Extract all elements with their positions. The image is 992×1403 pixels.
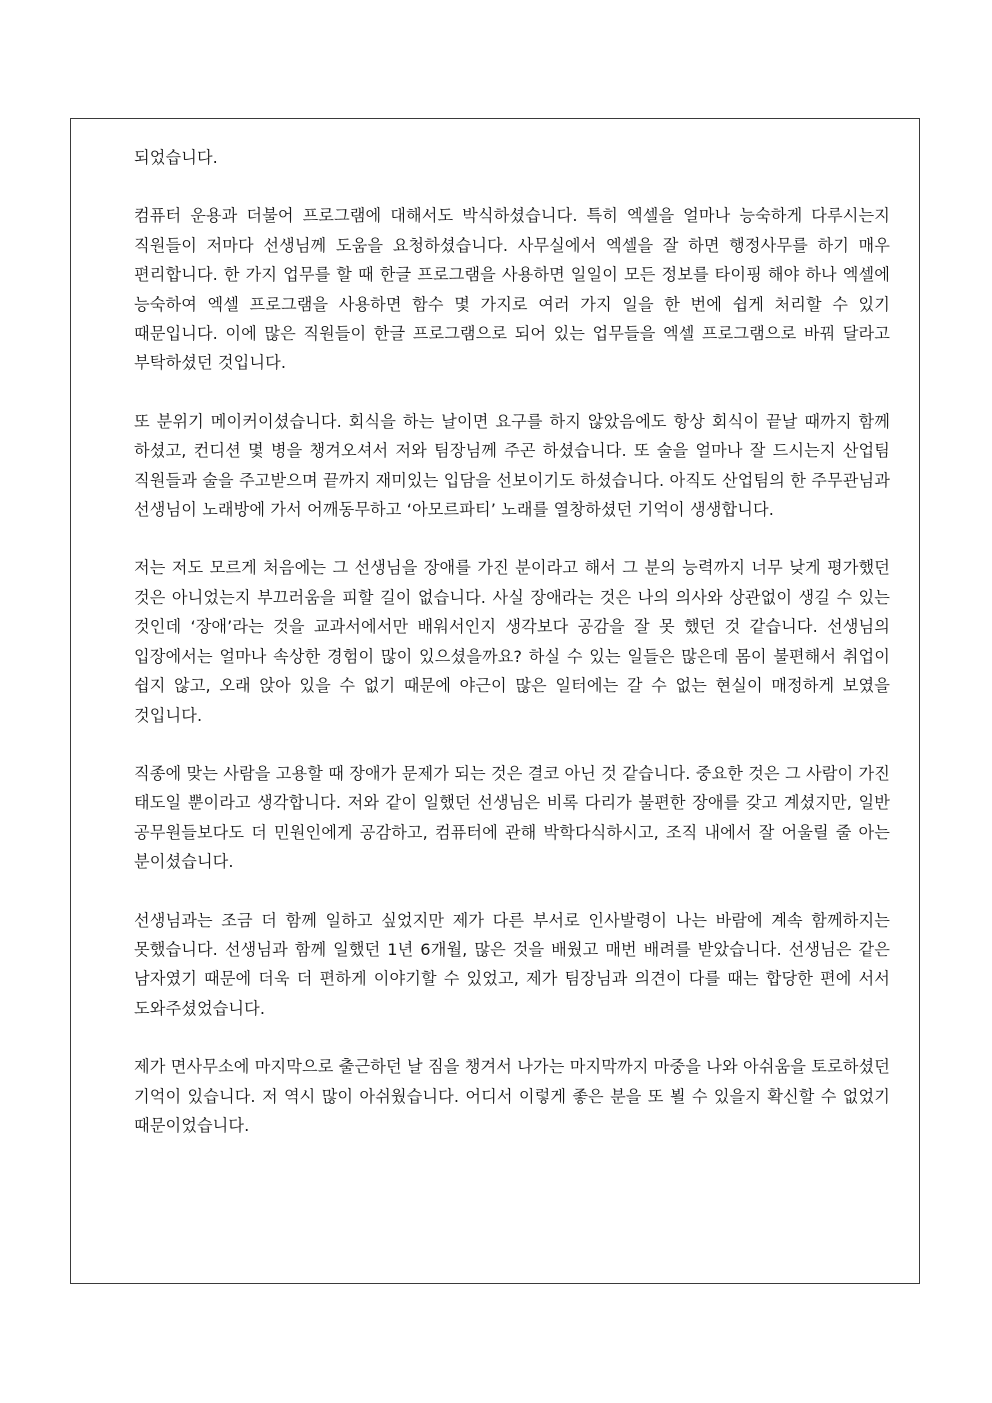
document-frame: [70, 118, 920, 1284]
paragraph-2: 컴퓨터 운용과 더불어 프로그램에 대해서도 박식하셨습니다. 특히 엑셀을 얼마나 능숙하게 다루시는지 직원들이 저마다 선생님께 도움을 요청하셨습니다. 사무실에서 엑셀을 잘 하면 행정사무를 하기 매우 편리합니다. 한 가지 업무를 할 때 한글 프로그램을 사용하면 일일이 모든 정보를 타이핑 해야 하나 엑셀에 능숙하여 엑셀 프로그램을 사용하면 함수 몇 가지로 여러 가지 일을 한 번에 쉽게 처리할 수 있기 때문입니다. 이에 많은 직원들이 한글 프로그램으로 되어 있는 업무들을 엑셀 프로그램으로 바꿔 달라고 부탁하셨던 것입니다.: [134, 206, 890, 373]
paragraph-7: 제가 면사무소에 마지막으로 출근하던 날 짐을 챙겨서 나가는 마지막까지 마중을 나와 아쉬움을 토로하셨던 기억이 있습니다. 저 역시 많이 아쉬웠습니다. 어디서 이렇게 좋은 분을 또 뵐 수 있을지 확신할 수 없었기 때문이었습니다.: [134, 1057, 890, 1135]
paragraph-4: 저는 저도 모르게 처음에는 그 선생님을 장애를 가진 분이라고 해서 그 분의 능력까지 너무 낮게 평가했던 것은 아니었는지 부끄러움을 피할 길이 없습니다. 사실 장애라는 것은 나의 의사와 상관없이 생길 수 있는 것인데 ‘장애’라는 것을 교과서에서만 배워서인지 생각보다 공감을 잘 못 했던 것 같습니다. 선생님의 입장에서는 얼마나 속상한 경험이 많이 있으셨을까요? 하실 수 있는 일들은 많은데 몸이 불편해서 취업이 쉽지 않고, 오래 앉아 있을 수 없기 때문에 야근이 많은 일터에는 갈 수 없는 현실이 매정하게 보였을 것입니다.: [134, 558, 890, 725]
paragraph-5: 직종에 맞는 사람을 고용할 때 장애가 문제가 되는 것은 결코 아닌 것 같습니다. 중요한 것은 그 사람이 가진 태도일 뿐이라고 생각합니다. 저와 같이 일했던 선생님은 비록 다리가 불편한 장애를 갖고 계셨지만, 일반 공무원들보다도 더 민원인에게 공감하고, 컴퓨터에 관해 박학다식하시고, 조직 내에서 잘 어울릴 줄 아는 분이셨습니다.: [134, 763, 890, 872]
paragraph-1: 되었습니다.: [134, 148, 218, 167]
paragraph-3: 또 분위기 메이커이셨습니다. 회식을 하는 날이면 요구를 하지 않았음에도 항상 회식이 끝날 때까지 함께 하셨고, 컨디션 몇 병을 챙겨오셔서 저와 팀장님께 주곤 하셨습니다. 또 술을 얼마나 잘 드시는지 산업팀 직원들과 술을 주고받으며 끝까지 재미있는 입담을 선보이기도 하셨습니다. 아직도 산업팀의 한 주무관님과 선생님이 노래방에 가서 어깨동무하고 ‘아모르파티’ 노래를 열창하셨던 기억이 생생합니다.: [134, 411, 890, 520]
paragraph-6: 선생님과는 조금 더 함께 일하고 싶었지만 제가 다른 부서로 인사발령이 나는 바람에 계속 함께하지는 못했습니다. 선생님과 함께 일했던 1년 6개월, 많은 것을 배웠고 매번 배려를 받았습니다. 선생님은 같은 남자였기 때문에 더욱 더 편하게 이야기할 수 있었고, 제가 팀장님과 의견이 다를 때는 합당한 편에 서서 도와주셨었습니다.: [134, 910, 890, 1018]
document-body: [134, 143, 890, 1169]
